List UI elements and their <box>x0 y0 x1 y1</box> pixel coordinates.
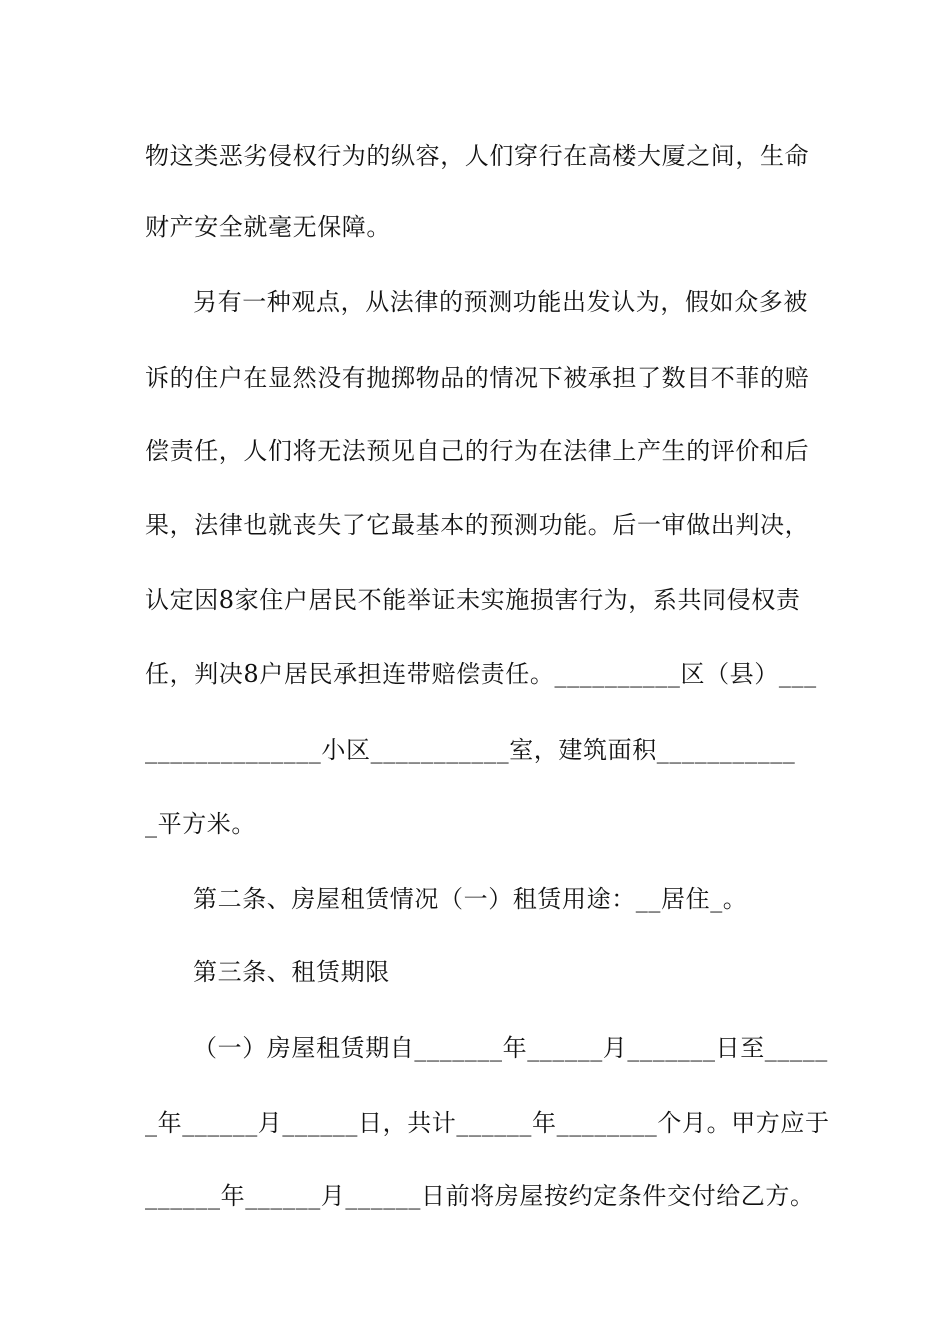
paragraph-line: _年______月______日，共计______年________个月。甲方应于 <box>145 1109 830 1137</box>
paragraph-line: ______年______月______日前将房屋按约定条件交付给乙方。 <box>145 1182 815 1210</box>
paragraph-line: 财产安全就毫无保障。 <box>145 213 391 241</box>
paragraph-line: 另有一种观点，从法律的预测功能出发认为，假如众多被 <box>193 288 808 316</box>
paragraph-line: 任，判决8户居民承担连带赔偿责任。__________区（县）___ <box>145 660 817 688</box>
paragraph-line: （一）房屋租赁期自_______年______月_______日至_____ <box>193 1034 828 1062</box>
paragraph-line: ______________小区___________室，建筑面积___________ <box>145 736 796 764</box>
paragraph-line: 偿责任，人们将无法预见自己的行为在法律上产生的评价和后 <box>145 437 810 465</box>
paragraph-line: 物这类恶劣侵权行为的纵容，人们穿行在高楼大厦之间，生命 <box>145 142 810 170</box>
paragraph-line: _平方米。 <box>145 810 256 838</box>
paragraph-line: 认定因8家住户居民不能举证未实施损害行为，系共同侵权责 <box>145 586 801 614</box>
paragraph-line: 第三条、租赁期限 <box>193 958 390 986</box>
paragraph-line: 诉的住户在显然没有抛掷物品的情况下被承担了数目不菲的赔 <box>145 364 810 392</box>
paragraph-line: 第二条、房屋租赁情况（一）租赁用途：__居住_。 <box>193 885 748 913</box>
paragraph-line: 果，法律也就丧失了它最基本的预测功能。后一审做出判决， <box>145 511 810 539</box>
